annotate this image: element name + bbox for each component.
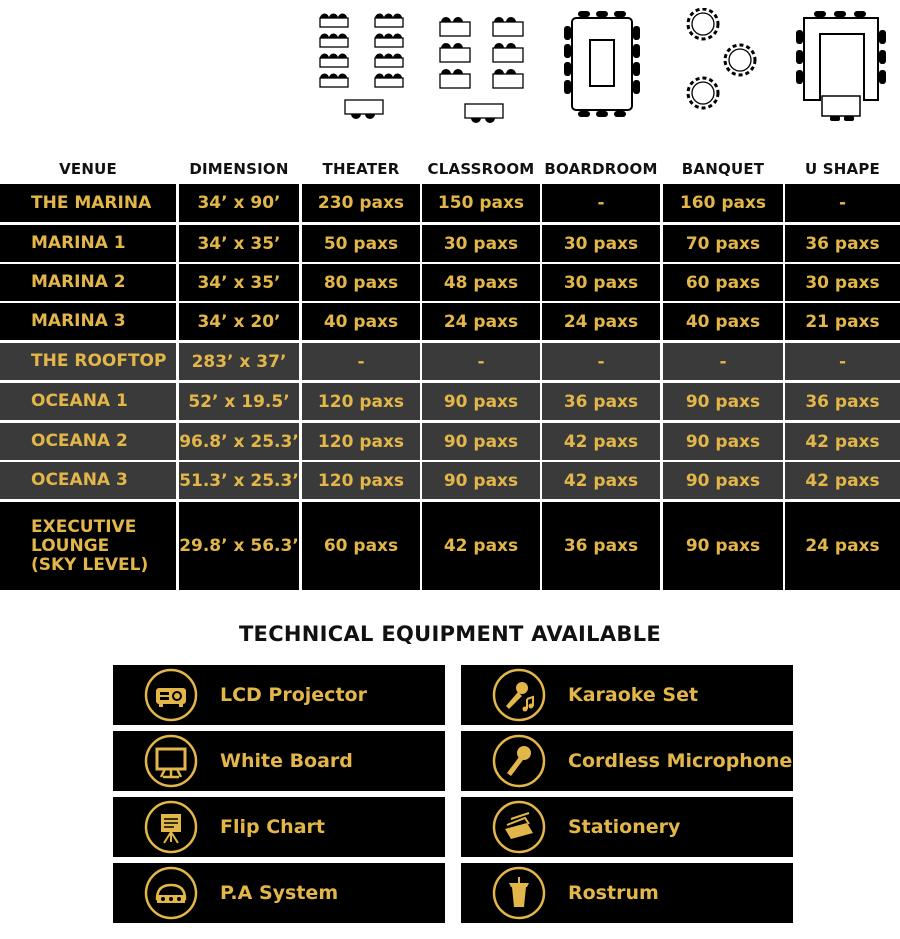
classroom-cell: 30 paxs <box>422 225 540 262</box>
equipment-item <box>461 797 793 857</box>
boardroom-cell: 30 paxs <box>542 264 660 301</box>
venue-name-cell: MARINA 1 <box>0 225 176 262</box>
theater-cell: 60 paxs <box>302 502 420 590</box>
karaoke-icon <box>491 667 547 723</box>
venue-name-cell: OCEANA 2 <box>0 423 176 460</box>
classroom-cell: 42 paxs <box>422 502 540 590</box>
venue-name-cell: OCEANA 3 <box>0 462 176 499</box>
boardroom-cell: - <box>542 184 660 222</box>
equipment-label: P.A System <box>220 882 339 904</box>
dimension-cell: 96.8’ x 25.3’ <box>179 423 299 460</box>
venue-name-cell: THE ROOFTOP <box>0 343 176 380</box>
header-dimension: DIMENSION <box>189 160 289 178</box>
theater-cell: - <box>302 343 420 380</box>
venue-name-cell: EXECUTIVE LOUNGE (SKY LEVEL) <box>0 502 176 590</box>
dimension-cell: 52’ x 19.5’ <box>179 383 299 420</box>
flip-chart-icon <box>143 799 199 855</box>
classroom-cell: 48 paxs <box>422 264 540 301</box>
banquet-cell: 90 paxs <box>663 462 783 499</box>
classroom-cell: 90 paxs <box>422 383 540 420</box>
equipment-title: TECHNICAL EQUIPMENT AVAILABLE <box>238 622 662 646</box>
banquet-cell: 160 paxs <box>663 184 783 222</box>
banquet-cell: 90 paxs <box>663 423 783 460</box>
u-shape-cell: 21 paxs <box>785 303 900 340</box>
boardroom-layout-icon <box>560 8 645 128</box>
equipment-label: Stationery <box>568 816 681 838</box>
equipment-item <box>113 731 445 791</box>
projector-icon <box>143 667 199 723</box>
classroom-cell: 90 paxs <box>422 423 540 460</box>
equipment-label: White Board <box>220 750 353 772</box>
venue-name-cell: MARINA 2 <box>0 264 176 301</box>
dimension-cell: 34’ x 20’ <box>179 303 299 340</box>
header-u-shape: U SHAPE <box>804 160 880 178</box>
banquet-cell: 90 paxs <box>663 383 783 420</box>
theater-cell: 120 paxs <box>302 383 420 420</box>
stationery-icon <box>491 799 547 855</box>
u-shape-cell: 42 paxs <box>785 462 900 499</box>
equipment-item <box>113 863 445 923</box>
dimension-cell: 34’ x 35’ <box>179 264 299 301</box>
venue-name-cell: MARINA 3 <box>0 303 176 340</box>
theater-cell: 120 paxs <box>302 423 420 460</box>
whiteboard-icon <box>143 733 199 789</box>
equipment-item <box>461 665 793 725</box>
theater-cell: 40 paxs <box>302 303 420 340</box>
equipment-label: LCD Projector <box>220 684 367 706</box>
dimension-cell: 283’ x 37’ <box>179 343 299 380</box>
theater-cell: 50 paxs <box>302 225 420 262</box>
banquet-cell: 90 paxs <box>663 502 783 590</box>
u-shape-cell: 24 paxs <box>785 502 900 590</box>
rostrum-icon <box>491 865 547 921</box>
pa-system-icon <box>143 865 199 921</box>
banquet-cell: 70 paxs <box>663 225 783 262</box>
header-classroom: CLASSROOM <box>427 160 535 178</box>
equipment-item <box>461 731 793 791</box>
theater-cell: 230 paxs <box>302 184 420 222</box>
classroom-cell: 24 paxs <box>422 303 540 340</box>
equipment-label: Cordless Microphone <box>568 750 793 772</box>
u-shape-cell: 30 paxs <box>785 264 900 301</box>
banquet-cell: 60 paxs <box>663 264 783 301</box>
boardroom-cell: 36 paxs <box>542 383 660 420</box>
u-shape-cell: - <box>785 184 900 222</box>
header-venue: VENUE <box>59 160 117 178</box>
equipment-item <box>461 863 793 923</box>
u-shape-cell: 42 paxs <box>785 423 900 460</box>
classroom-layout-icon <box>435 8 535 128</box>
u-shape-layout-icon <box>792 8 892 128</box>
boardroom-cell: 42 paxs <box>542 423 660 460</box>
classroom-cell: - <box>422 343 540 380</box>
classroom-cell: 150 paxs <box>422 184 540 222</box>
banquet-cell: - <box>663 343 783 380</box>
u-shape-cell: 36 paxs <box>785 383 900 420</box>
dimension-cell: 34’ x 90’ <box>179 184 299 222</box>
banquet-layout-icon <box>678 8 773 128</box>
theater-cell: 120 paxs <box>302 462 420 499</box>
boardroom-cell: 36 paxs <box>542 502 660 590</box>
equipment-label: Rostrum <box>568 882 659 904</box>
boardroom-cell: 24 paxs <box>542 303 660 340</box>
dimension-cell: 29.8’ x 56.3’ <box>179 502 299 590</box>
venue-name-cell: THE MARINA <box>0 184 176 222</box>
dimension-cell: 34’ x 35’ <box>179 225 299 262</box>
theater-cell: 80 paxs <box>302 264 420 301</box>
venue-name-cell: OCEANA 1 <box>0 383 176 420</box>
theater-layout-icon <box>315 8 415 128</box>
boardroom-cell: 30 paxs <box>542 225 660 262</box>
banquet-cell: 40 paxs <box>663 303 783 340</box>
classroom-cell: 90 paxs <box>422 462 540 499</box>
header-boardroom: BOARDROOM <box>544 160 658 178</box>
u-shape-cell: - <box>785 343 900 380</box>
equipment-item <box>113 665 445 725</box>
header-theater: THEATER <box>322 160 400 178</box>
equipment-label: Flip Chart <box>220 816 325 838</box>
equipment-label: Karaoke Set <box>568 684 699 706</box>
header-banquet: BANQUET <box>681 160 765 178</box>
boardroom-cell: - <box>542 343 660 380</box>
equipment-item <box>113 797 445 857</box>
microphone-icon <box>491 733 547 789</box>
dimension-cell: 51.3’ x 25.3’ <box>179 462 299 499</box>
boardroom-cell: 42 paxs <box>542 462 660 499</box>
u-shape-cell: 36 paxs <box>785 225 900 262</box>
